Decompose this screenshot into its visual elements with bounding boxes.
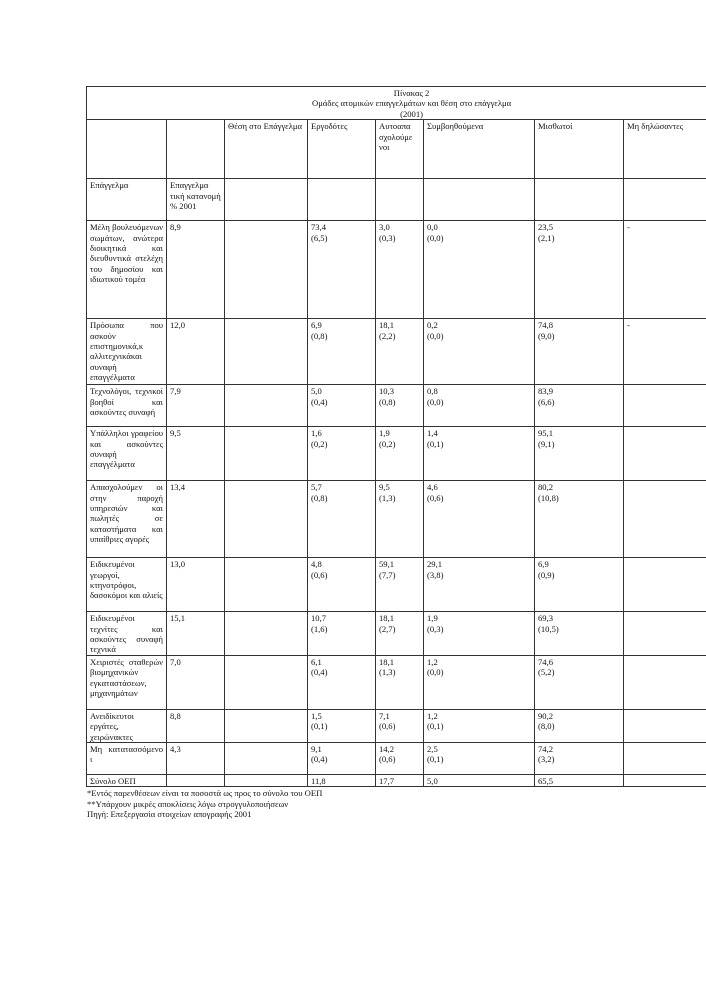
employers-cell-value: 10,7: [311, 613, 327, 624]
self-employed-cell: [376, 319, 424, 385]
total-row: [87, 775, 706, 787]
employers-cell: [308, 558, 376, 612]
family-workers-cell-value: 1,2: [427, 710, 438, 721]
undeclared-cell: [624, 558, 706, 612]
employers-cell: [308, 221, 376, 319]
family-workers-cell-value: 1,2: [427, 656, 438, 667]
note-parentheses: *Εντός παρενθέσεων είναι τα ποσοστά ως προς το σύνολο του ΟΕΠ: [87, 788, 323, 799]
employees-cell: [535, 655, 624, 709]
family-workers-cell-share: (0,6): [427, 492, 444, 503]
self-employed-cell: [376, 743, 424, 775]
distribution-cell: [167, 427, 225, 481]
distribution-cell-value: 9,5: [170, 428, 181, 439]
employees-cell: [535, 743, 624, 775]
distribution-cell-value: 7,9: [170, 386, 181, 397]
header-distribution: Επαγγελμα τική κατανομή % 2001: [167, 179, 225, 221]
distribution-cell: [167, 385, 225, 427]
employers-cell: [308, 427, 376, 481]
distribution-cell-value: 12,0: [170, 320, 186, 331]
total-label-cell-value: Σύνολο ΟΕΠ: [90, 776, 136, 787]
undeclared-cell-value: -: [627, 320, 630, 331]
distribution-cell: [167, 319, 225, 385]
header-self-employed: Αυτοαπα σχολούμε νοι: [376, 120, 424, 179]
occupation-cell: [87, 427, 167, 481]
self-employed-cell-share: (1,3): [379, 492, 396, 503]
distribution-cell-value: 13,0: [170, 559, 186, 570]
employees-cell-value: 80,2: [538, 482, 554, 493]
family-workers-cell-share: (0,0): [427, 232, 444, 243]
employers-cell-share: (0,2): [311, 438, 328, 449]
family-workers-cell-share: (0,0): [427, 667, 444, 678]
undeclared-cell: [624, 655, 706, 709]
undeclared-cell: [624, 319, 706, 385]
family-workers-cell: [424, 655, 535, 709]
family-workers-cell-value: 1,9: [427, 613, 438, 624]
table-notes: [86, 788, 706, 819]
family-workers-cell-value: 0,0: [427, 222, 438, 233]
table-row: [87, 612, 706, 656]
total-undeclared-cell: [624, 775, 706, 787]
employees-cell-share: (8,0): [538, 721, 555, 732]
header-blank: [167, 120, 225, 179]
employees-cell-share: (3,2): [538, 754, 555, 765]
self-employed-cell: [376, 655, 424, 709]
table-row: [87, 319, 706, 385]
self-employed-cell-value: 18,1: [379, 656, 395, 667]
total-employees-cell: [535, 775, 624, 787]
family-workers-cell-value: 29,1: [427, 559, 443, 570]
employees-cell-share: (2,1): [538, 232, 555, 243]
employees-cell: [535, 558, 624, 612]
distribution-cell-value: 13,4: [170, 482, 186, 493]
employers-cell: [308, 709, 376, 742]
employers-cell-value: 6,9: [311, 320, 322, 331]
employees-cell-share: (5,2): [538, 667, 555, 678]
table-row: [87, 709, 706, 742]
employers-cell-value: 1,5: [311, 710, 322, 721]
table-title-cell: [87, 87, 706, 120]
employees-cell-value: 74,6: [538, 656, 554, 667]
employers-cell-value: 9,1: [311, 744, 322, 755]
distribution-cell: [167, 709, 225, 742]
table-title: Πίνακας 2: [393, 88, 430, 98]
total-self-employed-cell: [376, 775, 424, 787]
self-employed-cell-value: 7,1: [379, 710, 390, 721]
total-family-workers-cell-value: 5,0: [427, 776, 438, 787]
family-workers-cell: [424, 558, 535, 612]
header-position: Θέση στο Επάγγελμα: [225, 120, 308, 179]
self-employed-cell-value: 18,1: [379, 320, 395, 331]
total-employees-cell-value: 65,5: [538, 776, 554, 787]
table-row: [87, 385, 706, 427]
self-employed-cell: [376, 709, 424, 742]
self-employed-cell-share: (7,7): [379, 569, 396, 580]
family-workers-cell: [424, 427, 535, 481]
employers-cell-share: (1,6): [311, 623, 328, 634]
position-cell: [225, 558, 308, 612]
document-page: [86, 86, 706, 819]
distribution-cell-value: 7,0: [170, 656, 181, 667]
occupation-cell-value: Υπάλληλοι γραφείου και ασκούντες συναφή επαγγέλματα: [90, 428, 163, 470]
family-workers-cell-share: (0,1): [427, 721, 444, 732]
self-employed-cell-value: 59,1: [379, 559, 395, 570]
position-cell: [225, 709, 308, 742]
undeclared-cell: [624, 427, 706, 481]
employees-cell: [535, 427, 624, 481]
occupation-table: [86, 86, 706, 787]
position-cell: [225, 427, 308, 481]
employees-cell-value: 95,1: [538, 428, 554, 439]
employers-cell-value: 1,6: [311, 428, 322, 439]
table-row: [87, 743, 706, 775]
undeclared-cell: [624, 743, 706, 775]
family-workers-cell: [424, 319, 535, 385]
position-cell: [225, 743, 308, 775]
employers-cell: [308, 319, 376, 385]
table-year: (2001): [400, 108, 424, 119]
header-empty: [624, 179, 706, 221]
employers-cell-share: (0,4): [311, 667, 328, 678]
self-employed-cell: [376, 612, 424, 656]
employers-cell: [308, 743, 376, 775]
header-family-workers: Συμβοηθούμενα: [424, 120, 535, 179]
occupation-cell: [87, 481, 167, 558]
family-workers-cell-share: (0,0): [427, 330, 444, 341]
total-employers-cell-value: 11,8: [311, 776, 326, 787]
family-workers-cell-value: 2,5: [427, 744, 438, 755]
distribution-cell: [167, 612, 225, 656]
position-cell: [225, 319, 308, 385]
position-cell: [225, 221, 308, 319]
self-employed-cell-value: 18,1: [379, 613, 395, 624]
family-workers-cell: [424, 481, 535, 558]
total-distribution-cell: [167, 775, 225, 787]
occupation-cell: [87, 319, 167, 385]
header-blank: [87, 120, 167, 179]
table-row: [87, 558, 706, 612]
undeclared-cell: [624, 709, 706, 742]
occupation-cell-value: Απασχολούμεν οι στην παροχή υπηρεσιών και πωλητές σε καταστήματα και υπαίθριες αγορές: [90, 482, 163, 545]
position-cell: [225, 481, 308, 558]
undeclared-cell: [624, 481, 706, 558]
employees-cell-value: 74,2: [538, 744, 554, 755]
employers-cell-share: (6,5): [311, 232, 328, 243]
header-employees: Μισθωτοί: [535, 120, 624, 179]
total-family-workers-cell: [424, 775, 535, 787]
self-employed-cell-value: 1,9: [379, 428, 390, 439]
occupation-cell: [87, 385, 167, 427]
employees-cell: [535, 319, 624, 385]
family-workers-cell: [424, 612, 535, 656]
distribution-cell-value: 4,3: [170, 744, 181, 755]
employees-cell: [535, 612, 624, 656]
occupation-cell-value: Τεχνολόγοι, τεχνικοί βοηθοί και ασκούντες συναφή: [90, 386, 163, 418]
employees-cell-share: (9,1): [538, 438, 555, 449]
self-employed-cell-value: 14,2: [379, 744, 395, 755]
family-workers-cell-share: (0,1): [427, 438, 444, 449]
employers-cell: [308, 655, 376, 709]
family-workers-cell-value: 0,2: [427, 320, 438, 331]
table-row: [87, 481, 706, 558]
employees-cell-value: 69,3: [538, 613, 554, 624]
self-employed-cell: [376, 427, 424, 481]
undeclared-cell: [624, 612, 706, 656]
self-employed-cell-share: (2,7): [379, 623, 396, 634]
employers-cell-value: 5,7: [311, 482, 322, 493]
family-workers-cell-share: (3,8): [427, 569, 444, 580]
self-employed-cell: [376, 558, 424, 612]
employers-cell-share: (0,8): [311, 330, 328, 341]
family-workers-cell: [424, 709, 535, 742]
occupation-cell-value: Ειδικευμένοι γεωργοί, κτηνοτρόφοι, δασοκόμοι και αλιείς: [90, 559, 163, 601]
employees-cell-share: (10,5): [538, 623, 559, 634]
employees-cell-value: 90,2: [538, 710, 554, 721]
employers-cell-share: (0,4): [311, 396, 328, 407]
undeclared-cell: [624, 385, 706, 427]
occupation-cell: [87, 221, 167, 319]
self-employed-cell-share: (0,6): [379, 721, 396, 732]
employers-cell: [308, 481, 376, 558]
total-position-cell: [225, 775, 308, 787]
family-workers-cell: [424, 743, 535, 775]
header-employers: Εργοδότες: [308, 120, 376, 179]
position-cell: [225, 655, 308, 709]
employees-cell-share: (6,6): [538, 396, 555, 407]
employees-cell-value: 74,8: [538, 320, 554, 331]
undeclared-cell: [624, 221, 706, 319]
self-employed-cell-share: (0,3): [379, 232, 396, 243]
employers-cell: [308, 385, 376, 427]
employees-cell-value: 83,9: [538, 386, 554, 397]
distribution-cell: [167, 655, 225, 709]
total-self-employed-cell-value: 17,7: [379, 776, 395, 787]
employers-cell-value: 5,0: [311, 386, 322, 397]
header-empty: [535, 179, 624, 221]
self-employed-cell-share: (2,2): [379, 330, 396, 341]
distribution-cell-value: 8,8: [170, 710, 181, 721]
employees-cell-share: (9,0): [538, 330, 555, 341]
self-employed-cell-share: (1,3): [379, 667, 396, 678]
note-rounding: **Υπάρχουν μικρές αποκλίσεις λόγω στρογγυλοποιήσεων: [87, 798, 289, 809]
table-row: [87, 221, 706, 319]
employers-cell-value: 4,8: [311, 559, 322, 570]
employees-cell-value: 23,5: [538, 222, 554, 233]
distribution-cell-value: 15,1: [170, 613, 186, 624]
employees-cell-value: 6,9: [538, 559, 549, 570]
employees-cell: [535, 709, 624, 742]
employees-cell-share: (0,9): [538, 569, 555, 580]
occupation-cell: [87, 612, 167, 656]
occupation-cell-value: Μη κατατασσόμενο ι: [90, 744, 163, 765]
employees-cell: [535, 481, 624, 558]
self-employed-cell: [376, 385, 424, 427]
family-workers-cell: [424, 385, 535, 427]
family-workers-cell-value: 1,4: [427, 428, 438, 439]
occupation-cell-value: Ανειδίκευτοι εργάτες, χειρώνακτες: [90, 710, 134, 742]
employees-cell-share: (10,8): [538, 492, 559, 503]
total-label-cell: [87, 775, 167, 787]
table-row: [87, 427, 706, 481]
distribution-cell: [167, 221, 225, 319]
distribution-cell: [167, 743, 225, 775]
self-employed-cell: [376, 221, 424, 319]
self-employed-cell-value: 10,3: [379, 386, 395, 397]
undeclared-cell-value: -: [627, 222, 630, 233]
family-workers-cell-value: 0,8: [427, 386, 438, 397]
table-subtitle: Ομάδες ατομικών επαγγελμάτων και θέση στο επάγγελμα: [312, 98, 512, 109]
distribution-cell: [167, 481, 225, 558]
table-row: [87, 655, 706, 709]
family-workers-cell-share: (0,0): [427, 396, 444, 407]
header-undeclared: Μη δηλώσαντες: [624, 120, 706, 179]
employers-cell-share: (0,8): [311, 492, 328, 503]
employers-cell-value: 6,1: [311, 656, 322, 667]
header-occupation: Επάγγελμα: [87, 179, 167, 221]
family-workers-cell-share: (0,1): [427, 754, 444, 765]
occupation-cell: [87, 709, 167, 742]
self-employed-cell-value: 3,0: [379, 222, 390, 233]
employers-cell: [308, 612, 376, 656]
employees-cell: [535, 221, 624, 319]
header-empty: [308, 179, 376, 221]
family-workers-cell-value: 4,6: [427, 482, 438, 493]
occupation-cell: [87, 743, 167, 775]
position-cell: [225, 612, 308, 656]
employees-cell: [535, 385, 624, 427]
employers-cell-share: (0,6): [311, 569, 328, 580]
employers-cell-share: (0,1): [311, 721, 328, 732]
family-workers-cell-share: (0,3): [427, 623, 444, 634]
header-empty: [225, 179, 308, 221]
occupation-cell-value: Χειριστές σταθερών βιομηχανικών εγκαταστάσεων, μηχανημάτων: [90, 656, 163, 699]
occupation-cell: [87, 558, 167, 612]
family-workers-cell: [424, 221, 535, 319]
employers-cell-share: (0,4): [311, 754, 328, 765]
self-employed-cell-value: 9,5: [379, 482, 390, 493]
position-cell: [225, 385, 308, 427]
distribution-cell-value: 8,9: [170, 222, 181, 233]
header-empty: [424, 179, 535, 221]
header-empty: [376, 179, 424, 221]
total-employers-cell: [308, 775, 376, 787]
self-employed-cell-share: (0,8): [379, 396, 396, 407]
self-employed-cell-share: (0,2): [379, 438, 396, 449]
occupation-cell-value: Ειδικευμένοι τεχνίτες και ασκούντες συναφή τεχνικά: [90, 613, 163, 655]
employers-cell-value: 73,4: [311, 222, 327, 233]
occupation-cell-value: Πρόσωπα που ασκούν επιστημονικά,κ αλλιτεχνικάκαι συναφή επαγγέλματα: [90, 320, 163, 383]
self-employed-cell: [376, 481, 424, 558]
self-employed-cell-share: (0,6): [379, 754, 396, 765]
occupation-cell: [87, 655, 167, 709]
distribution-cell: [167, 558, 225, 612]
note-source: Πηγή: Επεξεργασία στοιχείων απογραφής 2001: [87, 808, 252, 819]
occupation-cell-value: Μέλη βουλευόμενων σωμάτων, ανώτερα διοικητικά και διευθυντικά στελέχη του δημοσίου και ιδιωτικού τομέα: [90, 222, 163, 285]
